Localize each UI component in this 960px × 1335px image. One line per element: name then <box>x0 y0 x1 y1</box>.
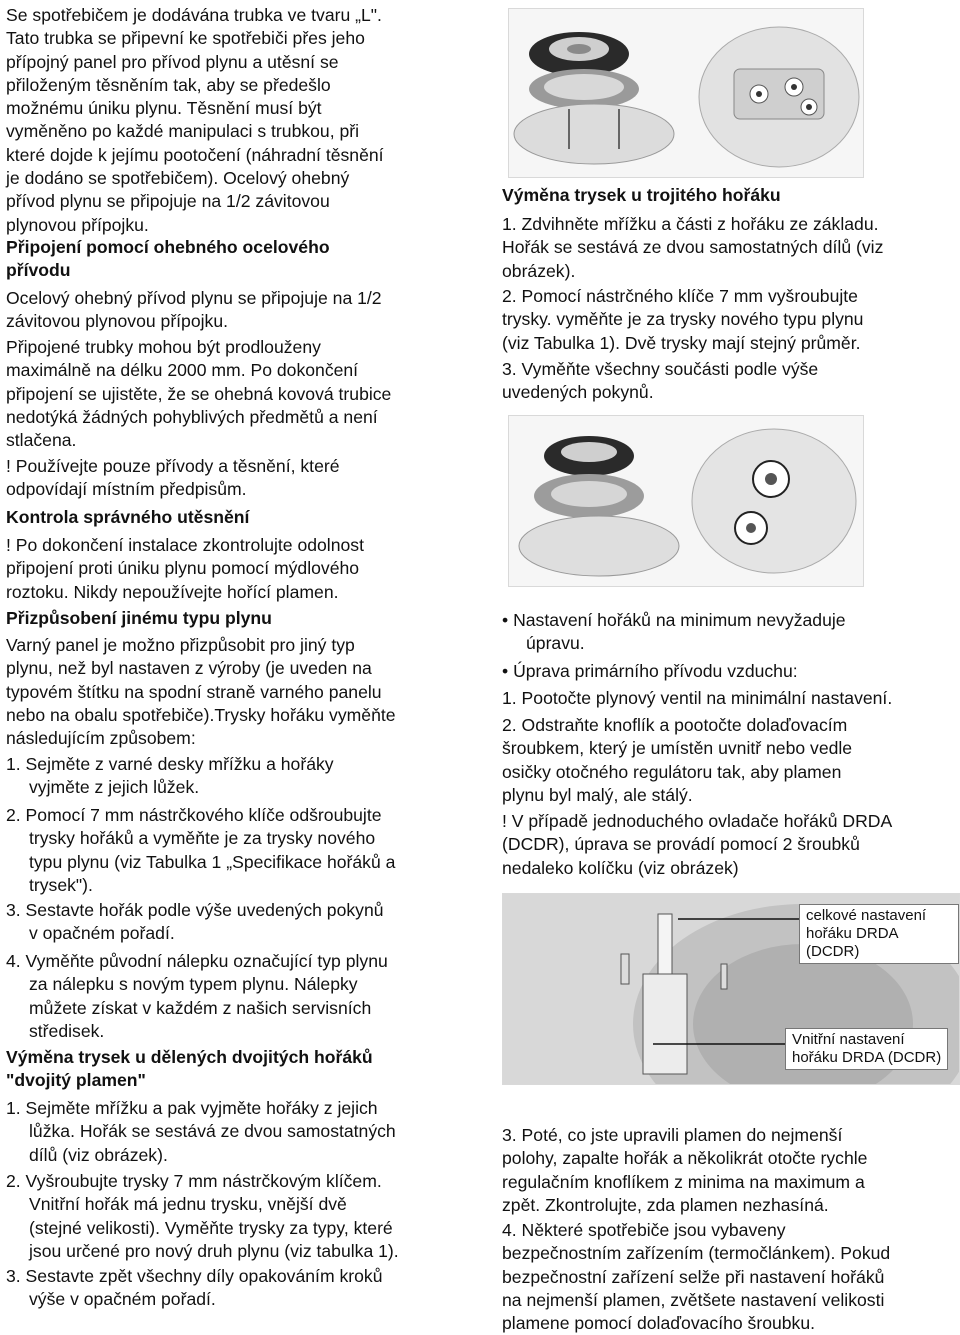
heading-flexible-steel-connection: Připojení pomocí ohebného ocelového přívodu <box>6 237 330 281</box>
intro-paragraph: Se spotřebičem je dodávána trubka ve tvaru „L". Tato trubka se připevní ke spotřebiči přes jeho přípojný panel pro přívod plynu a utěsní se přiloženým těsněním tak, aby se předešlo možnému úniku plynu. Těsnění musí být vyměněno po každé manipulaci s trubkou, při které dojde k jejímu pootočení (náhradní těsnění je dodáno se spotřebičem). Ocelový ohebný přívod plynu se připojuje na 1/2 závitovou plynovou přípojku. <box>6 5 384 235</box>
paragraph-flame-test: 3. Poté, co jste upravili plamen do nejmenší polohy, zapalte hořák a několikrát otočte rychle regulačním knoflíkem z minima na maximum a zpět. Zkontrolujte, zda plamen nezhasíná. <box>502 1125 868 1215</box>
paragraph-extension-length: Připojené trubky mohou být prodlouženy maximálně na délku 2000 mm. Po dokončení připojení se ujistěte, že se ohebná kovová trubice nedotýká žádných pohyblivých předmětů a není stlačena. <box>6 337 392 451</box>
bullet-primary-air-text: Úprava primárního přívodu vzduchu: <box>513 661 798 681</box>
dual-step-2: 2. Vyšroubujte trysky 7 mm nástrčkovým klíčem. Vnitřní hořák má jednu trysku, vnější dvě (stejné velikosti). Vyměňte trysky za typy, které jsou určené pro nový druh plynu (viz tabulka 1). <box>6 1171 399 1261</box>
step-2: 2. Pomocí 7 mm nástrčkového klíče odšroubujte trysky hořáků a vyměňte je za trysky nového typu plynu (viz Tabulka 1 „Specifikace hořáků a trysek"). <box>6 805 396 895</box>
drda-valve-figure <box>502 893 960 1085</box>
label-outer-adjustment: celkové nastavení hořáku DRDA (DCDR) <box>799 904 959 964</box>
paragraph-local-regulations: ! Používejte pouze přívody a těsnění, které odpovídají místním předpisům. <box>6 456 340 500</box>
triple-step-3: 3. Vyměňte všechny součásti podle výše uvedených pokynů. <box>502 359 819 403</box>
label-inner-adjustment: Vnitřní nastavení hořáku DRDA (DCDR) <box>785 1028 948 1070</box>
heading-gas-conversion: Přizpůsobení jinému typu plynu <box>6 608 272 628</box>
heading-triple-burner: Výměna trysek u trojitého hořáku <box>502 185 781 205</box>
paragraph-leak-test: ! Po dokončení instalace zkontrolujte odolnost připojení proti úniku plynu pomocí mýdlového roztoku. Nikdy nepoužívejte hořící plamen. <box>6 535 364 602</box>
air-step-3-drda: ! V případě jednoduchého ovladače hořáků DRDA (DCDR), úprava se provádí pomocí 2 šroubků nedaleko kolíčku (viz obrázek) <box>502 811 893 878</box>
step-3: 3. Sestavte hořák podle výše uvedených pokynů v opačném pořadí. <box>6 900 384 944</box>
paragraph-flexible-hose: Ocelový ohebný přívod plynu se připojuje na 1/2 závitovou plynovou přípojku. <box>6 288 382 332</box>
step-1: 1. Sejměte z varné desky mřížku a hořáky vyjměte z jejich lůžek. <box>6 754 334 798</box>
paragraph-gas-conversion: Varný panel je možno přizpůsobit pro jiný typ plynu, než byl nastaven z výroby (je uveden na typovém štítku na spodní straně varného panelu nebo na obalu spotřebiče).Trysky hořáku vyměňte následujícím způsobem: <box>6 635 396 749</box>
triple-step-1: 1. Zdvihněte mřížku a části z hořáku ze základu. Hořák se sestává ze dvou samostatných dílů (viz obrázek). <box>502 214 884 281</box>
dual-step-1: 1. Sejměte mřížku a pak vyjměte hořáky z jejich lůžka. Hořák se sestává ze dvou samostatných dílů (viz obrázek). <box>6 1098 396 1165</box>
bullet-primary-air <box>502 660 960 683</box>
dual-step-3: 3. Sestavte zpět všechny díly opakováním kroků výše v opačném pořadí. <box>6 1266 383 1310</box>
bullet-minimum-setting <box>502 609 960 656</box>
air-step-2: 2. Odstraňte knoflík a pootočte dolaďovacím šroubkem, který je umístěn uvnitř nebo vedle osičky otočného regulátoru tak, aby plamen plynu byl malý, ale stálý. <box>502 715 853 805</box>
bullet-mark: • <box>502 661 509 681</box>
air-step-1: 1. Pootočte plynový ventil na minimální nastavení. <box>502 688 893 708</box>
heading-dual-flame: Výměna trysek u dělených dvojitých hořáků "dvojitý plamen" <box>6 1047 373 1091</box>
step-4: 4. Vyměňte původní nálepku označující typ plynu za nálepku s novým typem plynu. Nálepky můžete získat v každém z našich servisních středisek. <box>6 951 388 1041</box>
bullet-mark: • <box>502 610 509 630</box>
paragraph-thermocouple: 4. Některé spotřebiče jsou vybaveny bezpečnostním zařízením (termočlánkem). Pokud bezpečnostní zařízení selže při nastavení hořáků na nejmenší plamen, zvětšete nastavení velikosti plamene pomocí dolaďovacího šroubku. <box>502 1220 891 1334</box>
dual-burner-illustration <box>509 416 863 586</box>
heading-seal-check: Kontrola správného utěsnění <box>6 507 250 527</box>
triple-burner-figure <box>508 8 864 178</box>
triple-step-2: 2. Pomocí nástrčného klíče 7 mm vyšroubujte trysky. vyměňte je za trysky nového typu plynu (viz Tabulka 1). Dvě trysky mají stejný průměr. <box>502 286 864 353</box>
triple-burner-illustration <box>509 9 863 177</box>
bullet-minimum-text: Nastavení hořáků na minimum nevyžaduje úpravu. <box>513 610 846 654</box>
dual-burner-figure <box>508 415 864 587</box>
